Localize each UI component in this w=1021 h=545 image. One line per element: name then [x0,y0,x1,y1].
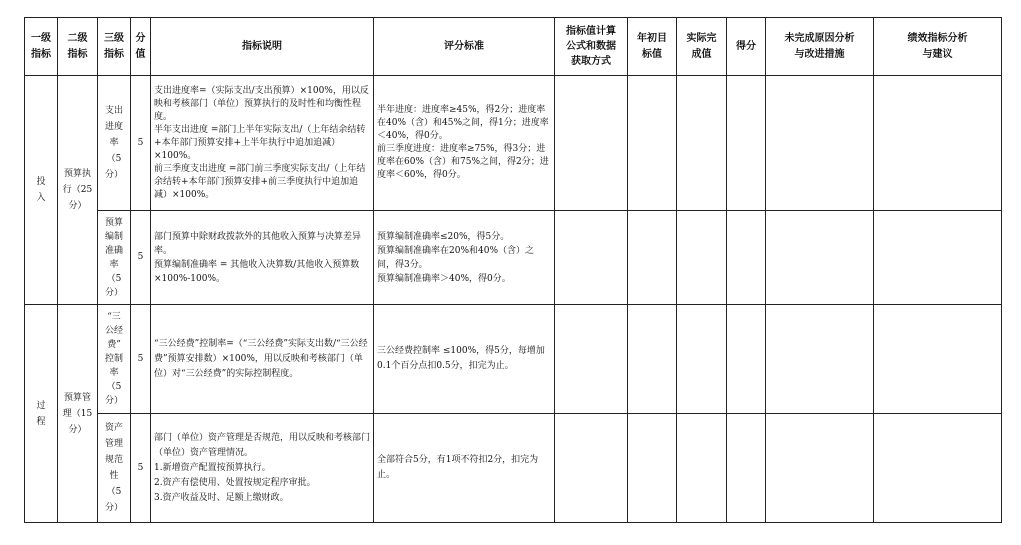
description-cell: 部门（单位）资产管理是否规范，用以反映和考核部门（单位）资产管理情况。 1.新增资产配置按预算执行。 2.资产有偿使用、处置按规定程序审批。 3.资产收益及时、足额上缴财政。 [151,414,374,523]
performance-cell [874,305,1002,414]
weight-cell: 5 [131,76,151,211]
actual-value-cell [677,305,727,414]
score-cell [727,305,766,414]
header-description: 指标说明 [151,18,374,76]
table-row [25,414,1002,523]
header-row [25,18,1002,76]
header-level3: 三级 指标 [98,18,131,76]
level2-cell: 预算执 行（25 分） [58,76,98,305]
header-scoring: 评分标准 [374,18,555,76]
level1-cell: 过 程 [25,305,58,523]
table-row [25,76,1002,211]
description-cell: 支出进度率=（实际支出/支出预算）×100%，用以反映和考核部门（单位）预算执行的及时性和均衡性程度。 半年支出进度 =部门上半年实际支出/（上年结余结转+本年部门预算安排+上半年执行中追加追减）×100%。 前三季度支出进度 =部门前三季度实际支出/（上年结余结转+本年部门预算安排+前三季度执行中追加追减）×100%。 [151,76,374,211]
header-reasons: 未完成原因分析 与改进措施 [766,18,874,76]
reasons-cell [766,76,874,211]
description-cell: 部门预算中除财政拨款外的其他收入预算与决算差异率。 预算编制准确率 = 其他收入决算数/其他收入预算数×100%-100%。 [151,211,374,305]
table-row [25,305,1002,414]
level3-cell: “三 公经 费” 控制 率 （5 分） [98,305,131,414]
formula-cell [555,76,628,211]
header-score: 得分 [727,18,766,76]
performance-cell [874,76,1002,211]
reasons-cell [766,305,874,414]
header-level2: 二级 指标 [58,18,98,76]
actual-value-cell [677,76,727,211]
initial-target-cell [628,305,677,414]
header-weight: 分 值 [131,18,151,76]
initial-target-cell [628,211,677,305]
reasons-cell [766,414,874,523]
weight-cell: 5 [131,414,151,523]
score-cell [727,414,766,523]
initial-target-cell [628,414,677,523]
header-performance: 绩效指标分析 与建议 [874,18,1002,76]
performance-indicator-table [24,17,1002,523]
description-cell: “三公经费”控制率=（“三公经费”实际支出数/“三公经费”预算安排数）×100%，用以反映和考核部门（单位）对“三公经费”的实际控制程度。 [151,305,374,414]
score-cell [727,211,766,305]
header-actual-value: 实际完 成值 [677,18,727,76]
score-cell [727,76,766,211]
weight-cell: 5 [131,211,151,305]
level3-cell: 资产 管理 规范 性 （5 分） [98,414,131,523]
header-level1: 一级 指标 [25,18,58,76]
weight-cell: 5 [131,305,151,414]
scoring-cell: 半年进度：进度率≥45%，得2分；进度率在40%（含）和45%之间，得1分；进度率＜40%，得0分。 前三季度进度：进度率≥75%，得3分；进度率在60%（含）和75%之间，得2分；进度率＜60%，得0分。 [374,76,555,211]
actual-value-cell [677,211,727,305]
formula-cell [555,305,628,414]
formula-cell [555,414,628,523]
level3-cell: 支出 进度 率 （5 分） [98,76,131,211]
level1-cell: 投 入 [25,76,58,305]
scoring-cell: 三公经费控制率 ≤100%，得5分，每增加0.1个百分点扣0.5分，扣完为止。 [374,305,555,414]
initial-target-cell [628,76,677,211]
performance-cell [874,414,1002,523]
header-formula: 指标值计算 公式和数据 获取方式 [555,18,628,76]
level2-cell: 预算管 理（15 分） [58,305,98,523]
scoring-cell: 全部符合5分，有1项不符扣2分，扣完为止。 [374,414,555,523]
formula-cell [555,211,628,305]
level3-cell: 预算 编制 准确 率 （5 分） [98,211,131,305]
header-initial-target: 年初目 标值 [628,18,677,76]
performance-cell [874,211,1002,305]
scoring-cell: 预算编制准确率≤20%，得5分。 预算编制准确率在20%和40%（含）之间，得3分。 预算编制准确率＞40%，得0分。 [374,211,555,305]
actual-value-cell [677,414,727,523]
table-row [25,211,1002,305]
reasons-cell [766,211,874,305]
